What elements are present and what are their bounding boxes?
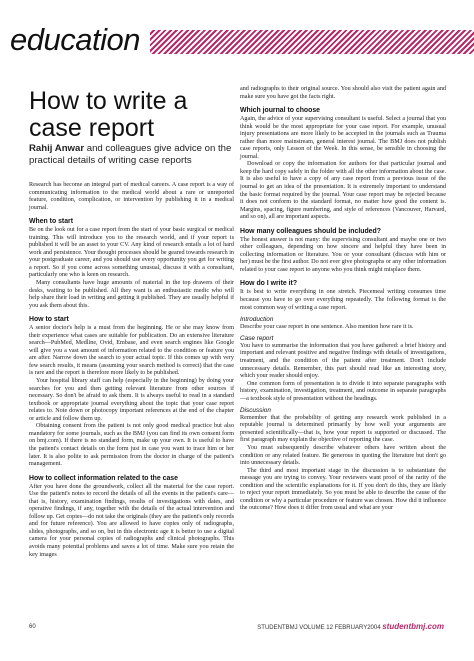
footer-brand-link[interactable]: studentbmj.com xyxy=(382,622,444,631)
page-number: 60 xyxy=(29,624,36,630)
heading-how-do-i-write: How do I write it? xyxy=(240,280,298,288)
right-column xyxy=(240,86,446,513)
paragraph: Describe your case report in one sentence. Also mention how rare it is. xyxy=(240,323,414,330)
paragraph: You must subsequently describe whatever others have written about the condition or any related feature. Be generous in quoting the literature but don't go into unnecessary details. xyxy=(240,445,446,467)
intro-paragraph: Research has become an integral part of medical careers. A case report is a way of communicating information to the medical world about a rare or unreported feature, condition, complication, or intervention by publishing it in a medical journal. xyxy=(29,182,234,211)
footer-meta xyxy=(257,622,444,631)
section-label: education xyxy=(10,22,140,57)
footer-issue: STUDENTBMJ VOLUME 12 FEBRUARY2004 xyxy=(257,625,381,631)
heading-when-to-start: When to start xyxy=(29,218,74,226)
paragraph: Be on the look out for a case report from the start of your basic surgical or medical training. This will introduce you to the research world, and if your report is published it will be an asset to your CV. Any kind of research entails a lot of hard work and persistence. Your thought processes should be geared towards research in your postgraduate career, and you should use every opportunity you get for writing a report. So if you come across something unusual, discuss it with a consultant, particularly one who is keen on research. xyxy=(29,227,234,279)
paragraph: A senior doctor's help is a must from the beginning. He or she may know from their experience what cases are suitable for publication. Do an extensive literature search—PubMed, Medline, Ovid, Embase, and even search engines like Google will give you a vast amount of information related to the condition or feature you are after. Narrow down the search to your actual topic. If this comes up with very few search results, it means (assuming your search method is correct) that the case is rare and the report is therefore more likely to be published. xyxy=(29,325,234,377)
paragraph: Your hospital library staff can help (especially in the beginning) by doing your searches for you and then getting relevant literature from other sources if necessary. So don't be afraid to ask them. It is always useful to read in a standard textbook or appropriate journal everything about the topic that your case report relates to. Note down or photocopy important references at the end of the chapter or article and follow them up. xyxy=(29,378,234,422)
paragraph: You have to summarise the information that you have gathered: a brief history and important and relevant positive and negative findings with details of investigations, treatment, and the condition of the patient after treatment. Don't include unnecessary details. Remember, this part should read like an interesting story, which your reader should enjoy. xyxy=(240,342,446,380)
paragraph: One common form of presentation is to divide it into separate paragraphs with history, examination, investigation, treatment, and outcome in separate paragraphs—a textbook style of presentation without the headings. xyxy=(240,380,446,402)
section-tag xyxy=(0,24,150,56)
paragraph: Many consultants have huge amounts of material in the top drawers of their desks, waiting to be published. All they want is an enthusiastic medic who will help share their load in writing and getting it published. They are usually helpful if you ask them about this. xyxy=(29,280,234,309)
article-deck xyxy=(29,143,239,166)
paragraph: The honest answer is not many: the supervising consultant and maybe one or two other colleagues, depending on how sincere and helpful they have been in collecting information or literature. You or your consultant (discuss with him or her) must be the first author. Do not ever give photographs or any other information related to your case report to anyone who you think might misplace them. xyxy=(240,236,446,273)
paragraph: Remember that the probability of getting any research work published in a reputable journal is determined primarily by how well your arguments are presented scientifically—that is, how your report is supported or discussed. The first paragraph may explain the objective of reporting the case. xyxy=(240,414,446,444)
deck-text: and colleagues give advice on the practical details of writing case reports xyxy=(29,143,232,166)
paragraph: The third and most important stage in the discussion is to substantiate the message you are trying to convey. Your reviewers want proof of the rarity of the condition and the scientific explanations for it. If you don't do this, they are likely to reject your report immediately. So you must be able to describe the cause of the condition or why a particular procedure or feature was chosen. How did it influence the outcome? How does it differ from usual and what are your xyxy=(240,467,446,512)
paragraph: Download or copy the information for authors for that particular journal and keep the hard copy safely in the folder with all the other information about the case. It is also useful to have a copy of any case report from a previous issue of the journal to get an idea of the presentation. It is extremely important to understand the basic format required by the journal. Your case report may be rejected because it does not conform to the standard format, no matter how good the content is. Margins, spacing, figure numbering, and style of references (Vancouver, Harvard, and so on), all are important aspects. xyxy=(240,161,446,221)
heading-how-to-start: How to start xyxy=(29,316,69,324)
article-title: How to write a case report xyxy=(29,87,188,142)
subheading-introduction: Introduction xyxy=(240,316,274,324)
paragraph: Obtaining consent from the patient is not only good medical practice but also mandatory for some journals, such as the BMJ (you can find its own consent form on bmj.com). If there is no standard form, make up your own. It is useful to have the patient's contact details on the form just in case you want to trace him or her later. It is also polite to ask permission from the doctor in charge of the patient's management. xyxy=(29,423,234,468)
heading-which-journal: Which journal to choose xyxy=(240,107,321,115)
paragraph: and radiographs to their original source. You should also visit the patient again and make sure you have got the facts right. xyxy=(240,86,446,100)
subheading-discussion: Discussion xyxy=(240,407,271,415)
paragraph: It is best to write everything in one stretch. Piecemeal writing consumes time because you have to go over everything repeatedly. The following format is the most common way of writing a case report. xyxy=(240,289,446,311)
left-column xyxy=(29,182,234,559)
paragraph: After you have done the groundwork, collect all the material for the case report. Use the patient's notes to record the details of all the events in the patient's care—that is, history, examination findings, results of investigations with dates, and operative findings, if any, together with the details of the actual intervention and follow up. Get copies—do not take the originals (they are the patient's only records and for future reference). You are allowed to have copies only of radiographs, slides, photographs, and so on, but in this electronic age it is better to use a digital camera for your personal copies of radiographs and clinical photographs. This avoids many potential problems and saves a lot of time. Make sure you retain the key images xyxy=(29,483,234,558)
heading-collect-information: How to collect information related to the case xyxy=(29,474,178,482)
subheading-case-report: Case report xyxy=(240,335,274,343)
paragraph: Again, the advice of your supervising consultant is useful. Select a journal that you think would be the most appropriate for your case report. For example, unusual injury presentations are more likely to be accepted in the journals such as Trauma rather than more mainstream, general interest journal. The BMJ does not publish case reports, only Lesson of the Week. In this sense, be sensible in choosing the journal. xyxy=(240,116,446,160)
heading-how-many-colleagues: How many colleagues should be included? xyxy=(240,227,381,235)
deck-author: Rahij Anwar xyxy=(29,143,85,154)
